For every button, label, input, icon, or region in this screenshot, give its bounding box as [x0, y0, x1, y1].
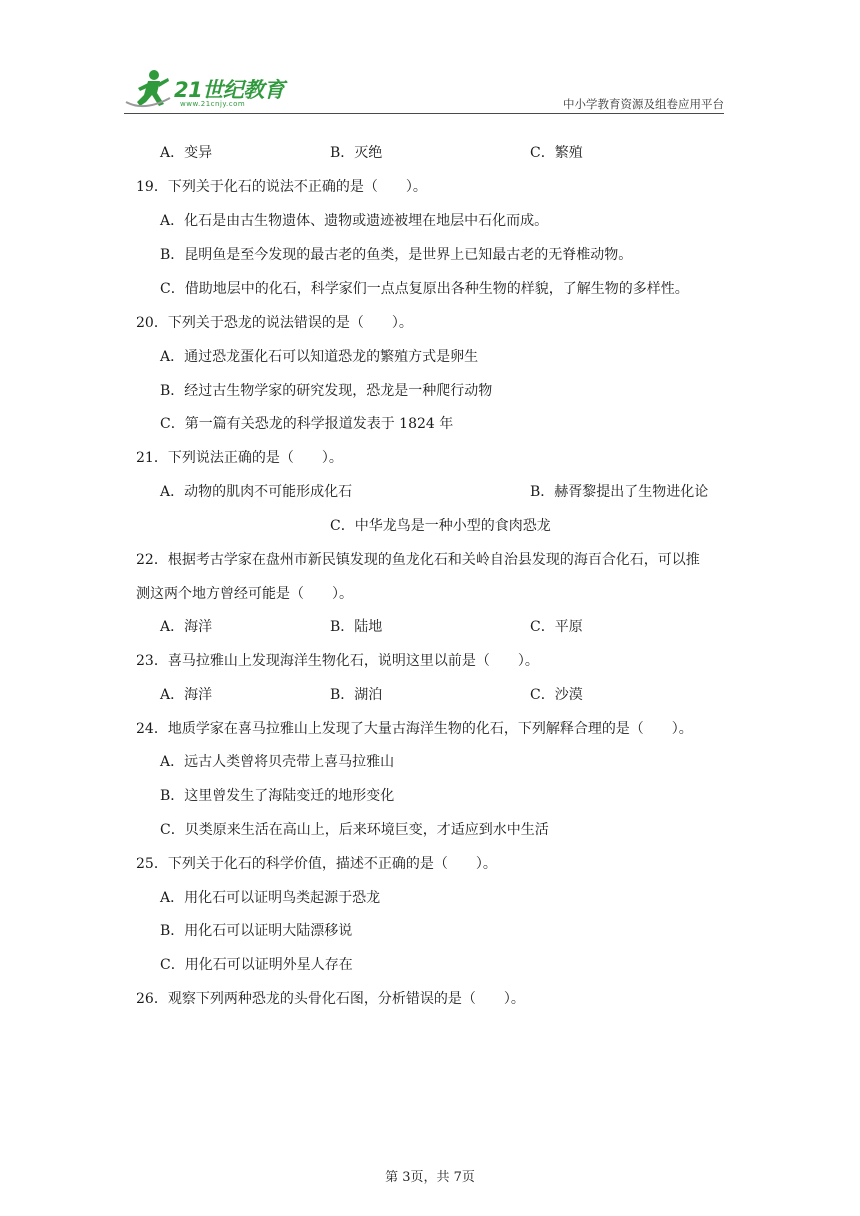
logo: [124, 66, 294, 112]
q18-option-a: A．变异: [160, 145, 213, 161]
q20-option-a: A．通过恐龙蛋化石可以知道恐龙的繁殖方式是卵生: [160, 349, 479, 365]
q20-option-c: C．第一篇有关恐龙的科学报道发表于 1824 年: [160, 416, 454, 432]
question-24: 24．地质学家在喜马拉雅山上发现了大量古海洋生物的化石，下列解释合理的是（ ）。: [136, 721, 693, 737]
q23-option-c: C．沙漠: [530, 687, 583, 703]
q25-option-a: A．用化石可以证明鸟类起源于恐龙: [160, 890, 381, 906]
q18-option-b: B．灭绝: [330, 145, 383, 161]
q22-option-c: C．平原: [530, 619, 583, 635]
page-header: [124, 66, 724, 112]
page-number: 第 3页，共 7页: [385, 1170, 475, 1185]
q21-option-b: B．赫胥黎提出了生物进化论: [530, 484, 709, 500]
question-19: 19．下列关于化石的说法不正确的是（ ）。: [136, 179, 427, 195]
q24-option-c: C．贝类原来生活在高山上，后来环境巨变，才适应到水中生活: [160, 822, 549, 838]
header-divider: [124, 113, 724, 114]
q25-option-c: C．用化石可以证明外星人存在: [160, 957, 353, 973]
question-22-continued: 测这两个地方曾经可能是（ ）。: [136, 586, 353, 602]
q22-option-a: A．海洋: [160, 619, 213, 635]
q24-option-a: A．远古人类曾将贝壳带上喜马拉雅山: [160, 754, 395, 770]
q20-option-b: B．经过古生物学家的研究发现，恐龙是一种爬行动物: [160, 383, 493, 399]
q19-option-a: A．化石是由古生物遗体、遗物或遗迹被埋在地层中石化而成。: [160, 213, 549, 229]
question-20: 20．下列关于恐龙的说法错误的是（ ）。: [136, 315, 413, 331]
question-25: 25．下列关于化石的科学价值，描述不正确的是（ ）。: [136, 856, 497, 872]
q21-option-c: C．中华龙鸟是一种小型的食肉恐龙: [330, 518, 551, 534]
question-23: 23．喜马拉雅山上发现海洋生物化石，说明这里以前是（ ）。: [136, 653, 539, 669]
q18-option-c: C．繁殖: [530, 145, 583, 161]
q22-option-b: B．陆地: [330, 619, 383, 635]
logo-text: 21世纪教育: [174, 78, 285, 102]
q23-option-a: A．海洋: [160, 687, 213, 703]
question-22: 22．根据考古学家在盘州市新民镇发现的鱼龙化石和关岭自治县发现的海百合化石，可以推: [136, 552, 700, 568]
q19-option-c: C．借助地层中的化石，科学家们一点点复原出各种生物的样貌，了解生物的多样性。: [160, 281, 689, 297]
question-21: 21．下列说法正确的是（ ）。: [136, 450, 343, 466]
platform-tagline: 中小学教育资源及组卷应用平台: [563, 97, 724, 111]
q23-option-b: B．湖泊: [330, 687, 383, 703]
q24-option-b: B．这里曾发生了海陆变迁的地形变化: [160, 788, 395, 804]
q21-option-a: A．动物的肌肉不可能形成化石: [160, 484, 353, 500]
logo-url: www.21cnjy.com: [180, 100, 246, 108]
q19-option-b: B．昆明鱼是至今发现的最古老的鱼类，是世界上已知最古老的无脊椎动物。: [160, 247, 633, 263]
question-26: 26．观察下列两种恐龙的头骨化石图，分析错误的是（ ）。: [136, 991, 525, 1007]
runner-icon: [124, 66, 174, 112]
q25-option-b: B．用化石可以证明大陆漂移说: [160, 923, 353, 939]
